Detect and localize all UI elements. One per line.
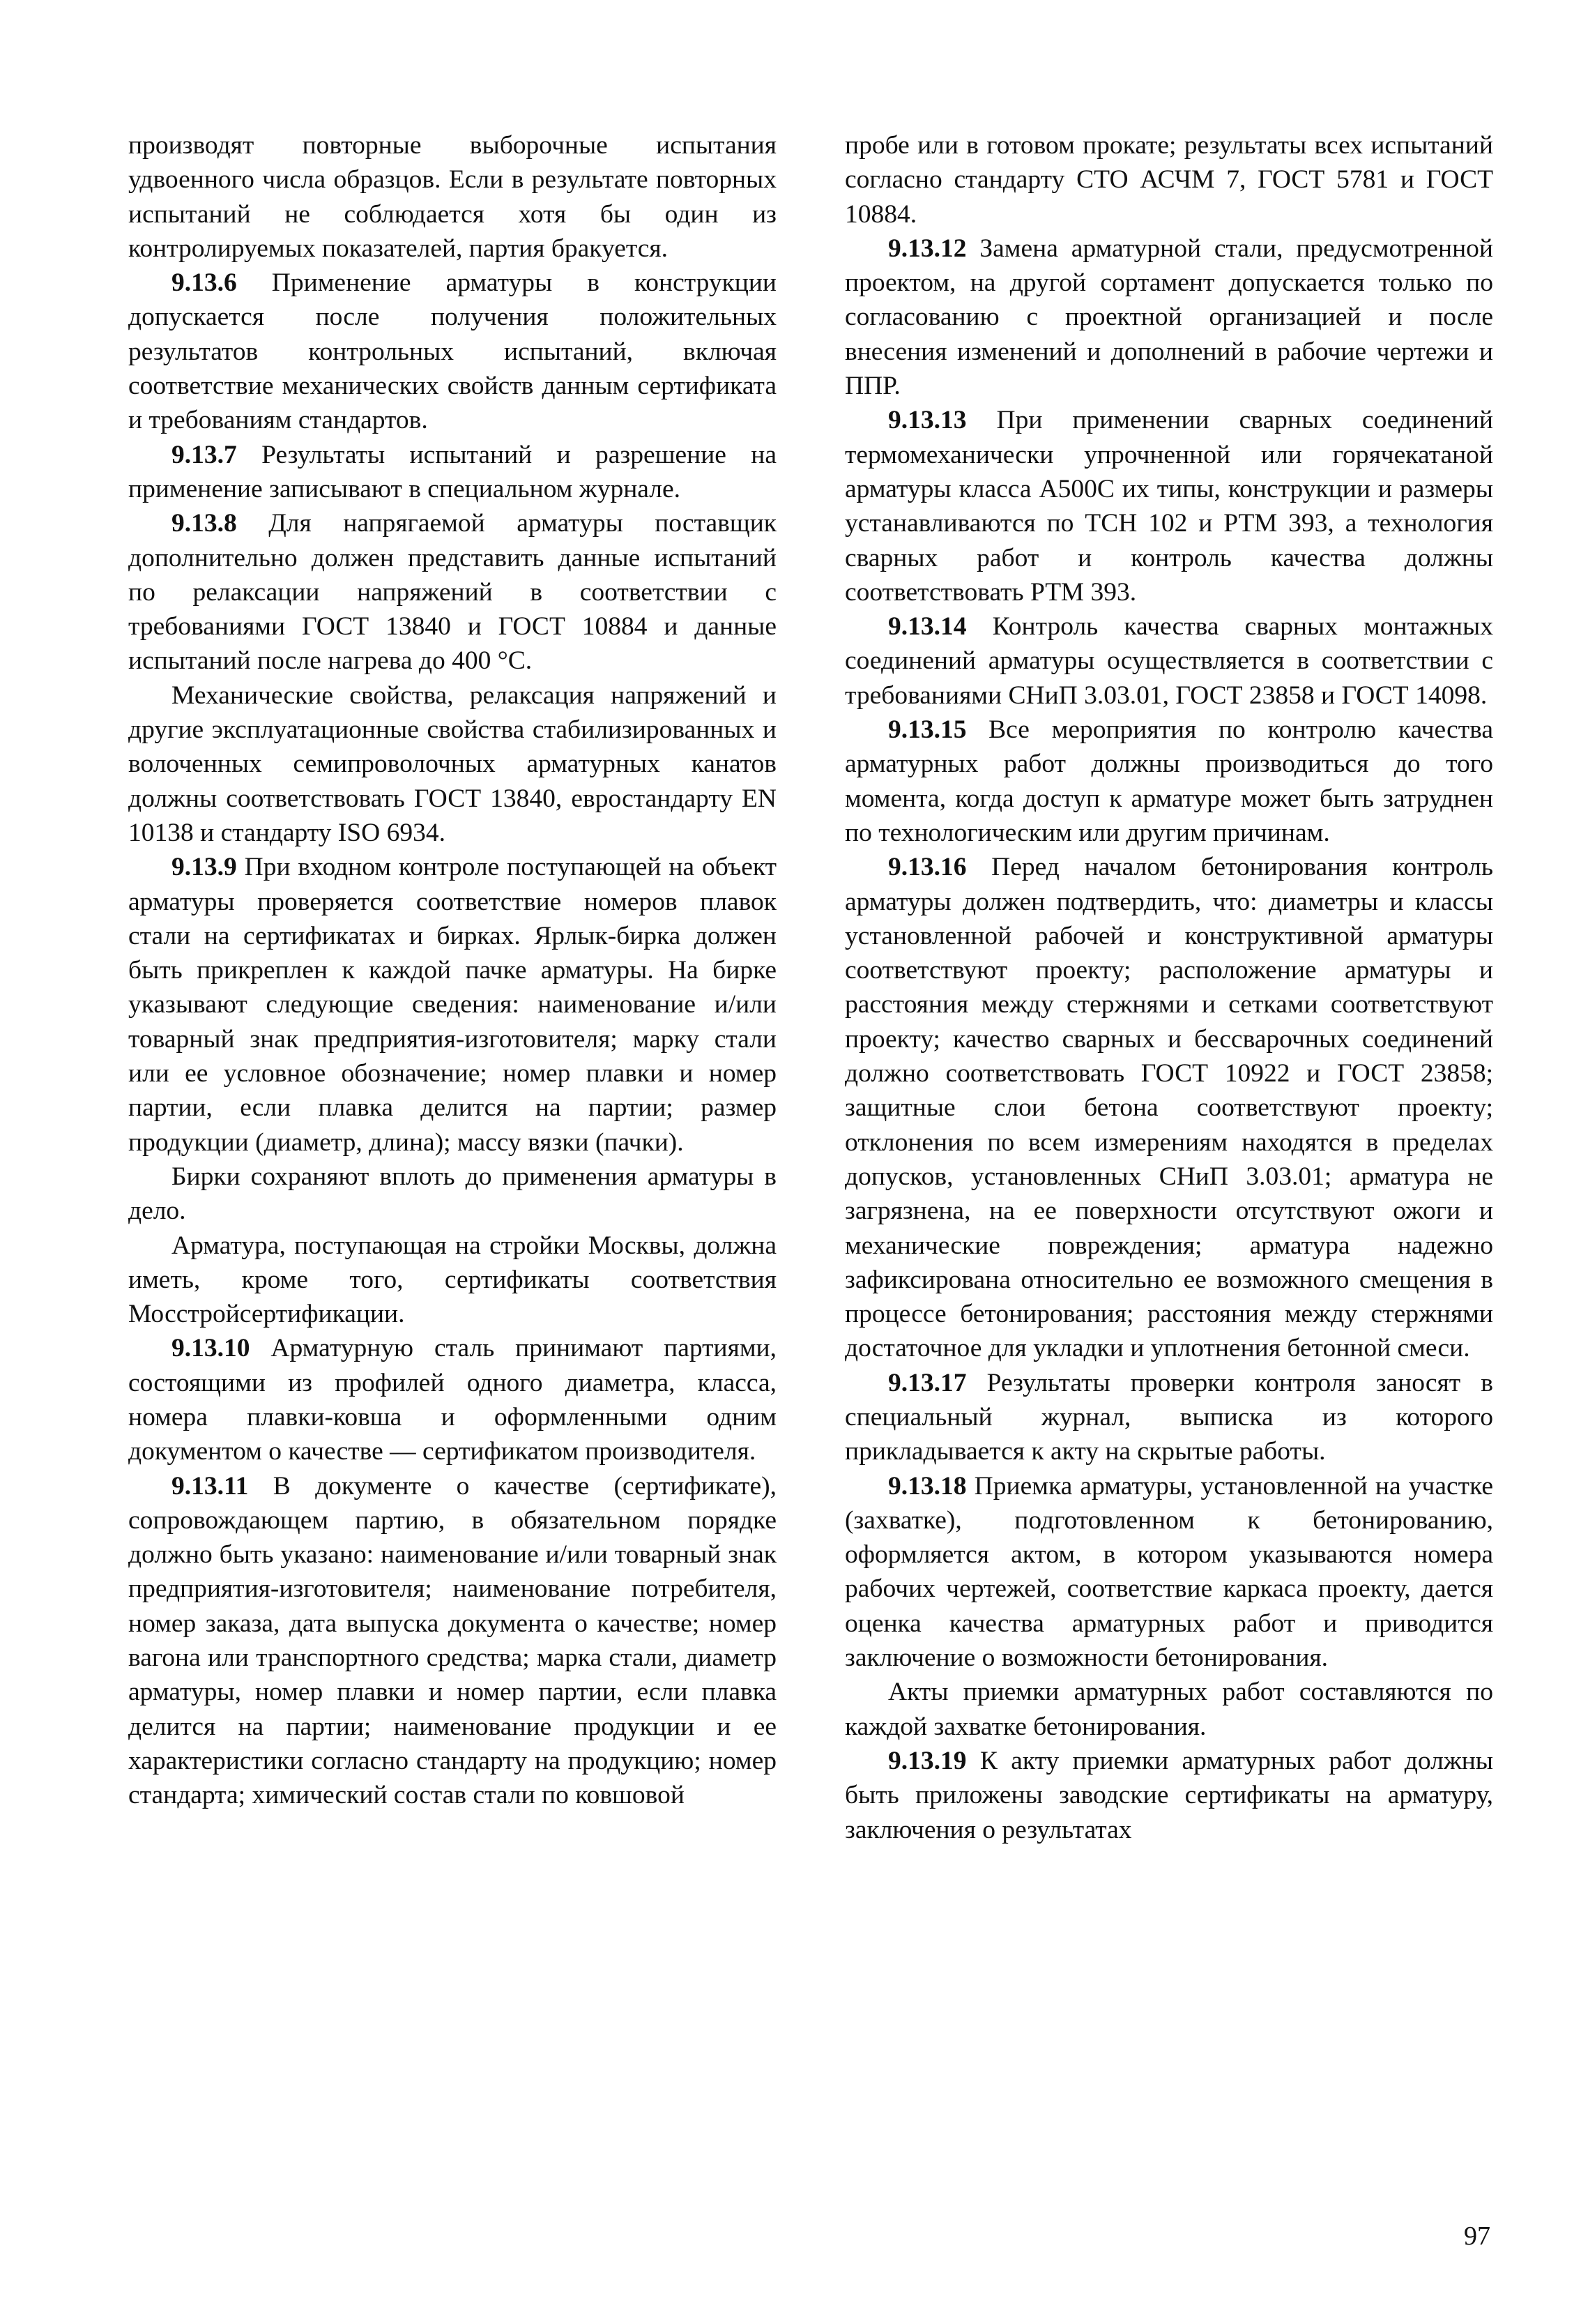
paragraph-text: Замена арматурной стали, предусмотренной проектом, на другой сортамент допускается только по согласованию с проектной организацией и после внесения изменений и дополнений в рабочие чертежи и ППР. [845,234,1493,401]
clause-number: 9.13.11 [171,1471,249,1501]
paragraph [128,1331,777,1468]
paragraph-text: Контроль качества сварных монтажных соединений арматуры осуществляется в соответствии с требованиями СНиП 3.03.01, ГОСТ 23858 и ГОСТ 14098. [845,612,1493,710]
paragraph [845,403,1493,609]
clause-number: 9.13.13 [888,406,967,435]
paragraph [128,1229,777,1332]
clause-number: 9.13.18 [888,1471,967,1501]
paragraph-text: производят повторные выборочные испытания удвоенного числа образцов. Если в результате повторных испытаний не соблюдается хотя бы один из контролируемых показателей, партия бракуется. [128,131,777,263]
paragraph [128,850,777,1160]
paragraph-text: Арматура, поступающая на стройки Москвы, должна иметь, кроме того, сертификаты соответствия Мосстройсертификации. [128,1231,777,1329]
paragraph [128,1160,777,1229]
paragraph-text: Бирки сохраняют вплоть до применения арматуры в дело. [128,1162,777,1226]
paragraph-text: Механические свойства, релаксация напряжений и другие эксплуатационные свойства стабилизированных и волоченных семипроволочных арматурных канатов должны соответствовать ГОСТ 13840, евростандарту EN 10138 и стандарту ISO 6934. [128,681,777,847]
paragraph [845,609,1493,713]
paragraph-text: Все мероприятия по контролю качества арматурных работ должны производиться до того момента, когда доступ к арматуре может быть затруднен по технологическим или другим причинам. [845,715,1493,847]
left-column [128,128,777,1813]
clause-number: 9.13.12 [888,234,967,263]
clause-number: 9.13.14 [888,612,967,641]
paragraph [845,850,1493,1365]
paragraph-text: В документе о качестве (сертификате), сопровождающем партию, в обязательном порядке должно быть указано: наименование и/или товарный знак предприятия-изготовителя; наименование потребителя, номер заказа, дата выпуска документа о качестве; номер вагона или транспортного средства; марка стали, диаметр арматуры, номер плавки и номер партии, если плавка делится на партии; наименование продукции и ее характеристики согласно стандарту на продукцию; номер стандарта; химический состав стали по ковшовой [128,1471,777,1810]
paragraph-text: К акту приемки арматурных работ должны быть приложены заводские сертификаты на арматуру, заключения о результатах [845,1746,1493,1844]
paragraph [845,231,1493,403]
paragraph [128,266,777,437]
clause-number: 9.13.15 [888,715,967,745]
paragraph [845,128,1493,231]
clause-number: 9.13.6 [171,268,237,298]
paragraph-text: Применение арматуры в конструкции допускается после получения положительных результатов контрольных испытаний, включая соответствие механических свойств данным сертификата и требованиям стандартов. [128,268,777,435]
paragraph [128,438,777,507]
paragraph [128,1469,777,1813]
paragraph-text: Приемка арматуры, установленной на участке (захватке), подготовленном к бетонированию, оформляется актом, в котором указываются номера рабочих чертежей, соответствие каркаса проекту, дается оценка качества арматурных работ и приводится заключение о возможности бетонирования. [845,1471,1493,1673]
paragraph [845,1744,1493,1847]
paragraph [128,128,777,266]
clause-number: 9.13.8 [171,509,237,538]
paragraph-text: Акты приемки арматурных работ составляются по каждой захватке бетонирования. [845,1678,1493,1741]
page-number: 97 [1464,2222,1490,2251]
paragraph-text: Перед началом бетонирования контроль арматуры должен подтвердить, что: диаметры и классы установленной рабочей и конструктивной арматуры соответствуют проекту; расположение арматуры и расстояния между стержнями и сетками соответствуют проекту; качество сварных и бессварочных соединений должно соответствовать ГОСТ 10922 и ГОСТ 23858; защитные слои бетона соответствуют проекту; отклонения по всем измерениям находятся в пределах допусков, установленных СНиП 3.03.01; арматура не загрязнена, на ее поверхности отсутствуют ожоги и механические повреждения; арматура надежно зафиксирована относительно ее возможного смещения в процессе бетонирования; расстояния между стержнями достаточное для укладки и уплотнения бетонной смеси. [845,853,1493,1363]
clause-number: 9.13.10 [171,1334,250,1363]
paragraph-text: При применении сварных соединений термомеханически упрочненной или горячекатаной арматуры класса А500С их типы, конструкции и размеры устанавливаются по ТСН 102 и РТМ 393, а технология сварных работ и контроль качества должны соответствовать РТМ 393. [845,406,1493,607]
right-column [845,128,1493,1847]
paragraph-text: Результаты проверки контроля заносят в специальный журнал, выписка из которого прикладывается к акту на скрытые работы. [845,1368,1493,1466]
paragraph-text: Арматурную сталь принимают партиями, состоящими из профилей одного диаметра, класса, номера плавки-ковша и оформленными одним документом о качестве — сертификатом производителя. [128,1334,777,1466]
clause-number: 9.13.16 [888,853,967,882]
paragraph-text: Результаты испытаний и разрешение на применение записывают в специальном журнале. [128,440,777,503]
paragraph [845,1675,1493,1744]
paragraph [128,678,777,850]
clause-number: 9.13.7 [171,440,237,469]
paragraph [845,1366,1493,1469]
paragraph-text: пробе или в готовом прокате; результаты всех испытаний согласно стандарту СТО АСЧМ 7, ГОСТ 5781 и ГОСТ 10884. [845,131,1493,229]
paragraph-text: Для напрягаемой арматуры поставщик дополнительно должен представить данные испытаний по релаксации напряжений в соответствии с требованиями ГОСТ 13840 и ГОСТ 10884 и данные испытаний после нагрева до 400 °С. [128,509,777,676]
paragraph [845,713,1493,850]
paragraph-text: При входном контроле поступающей на объект арматуры проверяется соответствие номеров плавок стали на сертификатах и бирках. Ярлык-бирка должен быть прикреплен к каждой пачке арматуры. На бирке указывают следующие сведения: наименование и/или товарный знак предприятия-изготовителя; марку стали или ее условное обозначение; номер плавки и номер партии, если плавка делится на партии; размер продукции (диаметр, длина); массу вязки (пачки). [128,853,777,1157]
clause-number: 9.13.19 [888,1746,967,1775]
paragraph [128,506,777,678]
paragraph [845,1469,1493,1676]
clause-number: 9.13.9 [171,853,237,882]
clause-number: 9.13.17 [888,1368,967,1397]
